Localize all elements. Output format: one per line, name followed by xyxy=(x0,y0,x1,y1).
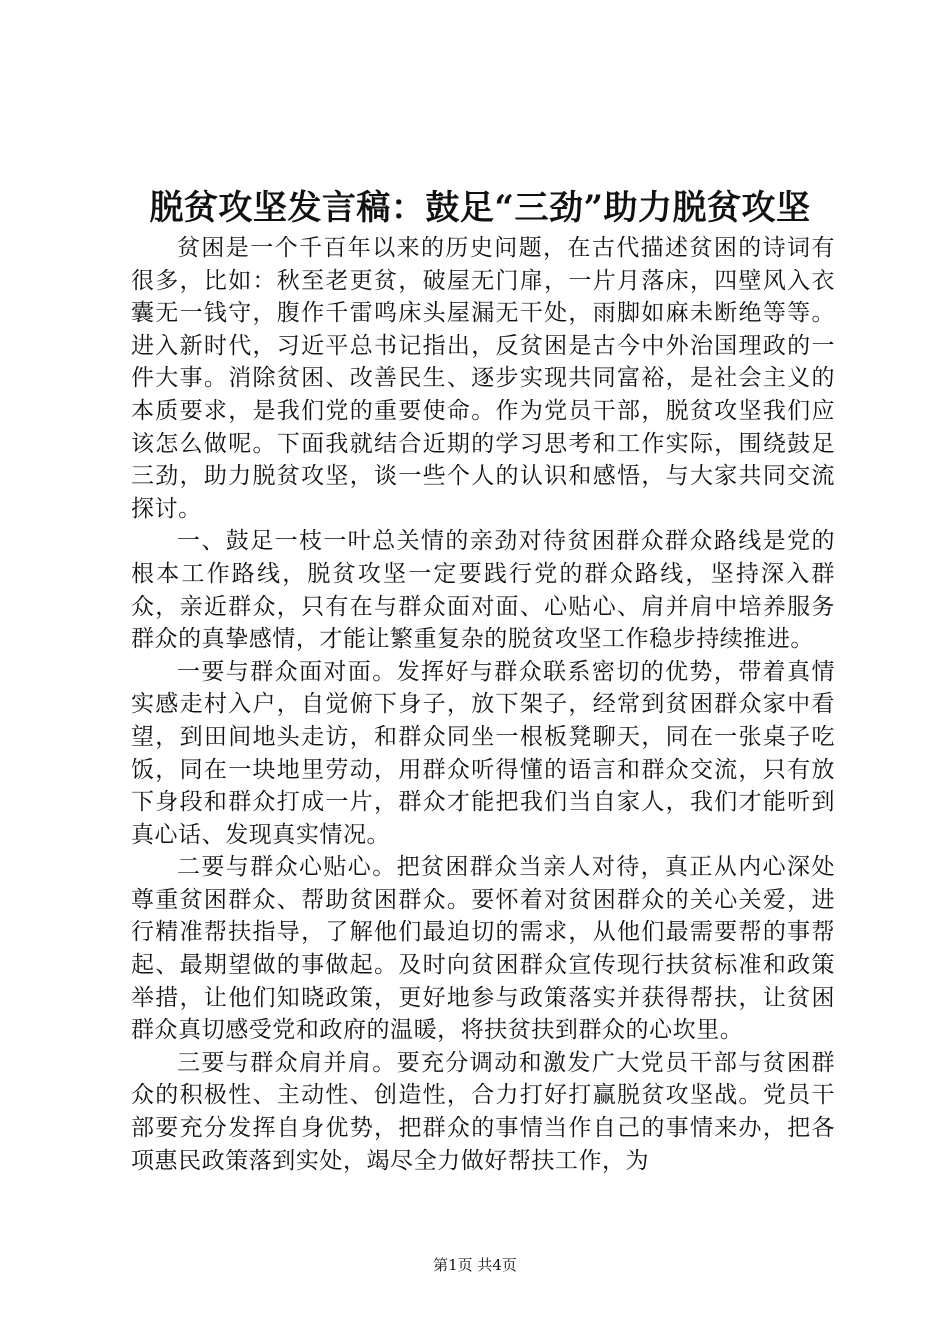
paragraph-point-two: 二要与群众心贴心。把贫困群众当亲人对待，真正从内心深处尊重贫困群众、帮助贫困群众。要怀着对贫困群众的关心关爱，进行精准帮扶指导，了解他们最迫切的需求，从他们最需要帮的事帮起、最期望做的事做起。及时向贫困群众宣传现行扶贫标准和政策举措，让他们知晓政策，更好地参与政策落实并获得帮扶，让贫困群众真切感受党和政府的温暖，将扶贫扶到群众的心坎里。 xyxy=(131,854,835,1044)
page-footer: 第1页 共4页 xyxy=(433,1256,517,1274)
paragraph-intro: 贫困是一个千百年以来的历史问题，在古代描述贫困的诗词有很多，比如：秋至老更贫，破屋无门扉，一片月落床，四壁风入衣囊无一钱守，腹作千雷鸣床头屋漏无干处，雨脚如麻未断绝等等。进入新时代，习近平总书记指出，反贫困是古今中外治国理政的一件大事。消除贫困、改善民生、逐步实现共同富裕，是社会主义的本质要求，是我们党的重要使命。作为党员干部，脱贫攻坚我们应该怎么做呢。下面我就结合近期的学习思考和工作实际，围绕鼓足三劲，助力脱贫攻坚，谈一些个人的认识和感悟，与大家共同交流探讨。 xyxy=(131,235,835,522)
paragraph-section-one: 一、鼓足一枝一叶总关情的亲劲对待贫困群众群众路线是党的根本工作路线，脱贫攻坚一定要践行党的群众路线，坚持深入群众，亲近群众，只有在与群众面对面、心贴心、肩并肩中培养服务群众的真挚感情，才能让繁重复杂的脱贫攻坚工作稳步持续推进。 xyxy=(131,528,835,653)
document-title: 脱贫攻坚发言稿：鼓足“三劲”助力脱贫攻坚 xyxy=(149,188,811,228)
document-body xyxy=(131,232,835,1177)
paragraph-point-three: 三要与群众肩并肩。要充分调动和激发广大党员干部与贫困群众的积极性、主动性、创造性，合力打好打赢脱贫攻坚战。党员干部要充分发挥自身优势，把群众的事情当作自己的事情来办，把各项惠民政策落到实处，竭尽全力做好帮扶工作，为 xyxy=(131,1049,835,1174)
paragraph-point-one: 一要与群众面对面。发挥好与群众联系密切的优势，带着真情实感走村入户，自觉俯下身子，放下架子，经常到贫困群众家中看望，到田间地头走访，和群众同坐一根板凳聊天，同在一张桌子吃饭，同在一块地里劳动，用群众听得懂的语言和群众交流，只有放下身段和群众打成一片，群众才能把我们当自家人，我们才能听到真心话、发现真实情况。 xyxy=(131,658,835,848)
